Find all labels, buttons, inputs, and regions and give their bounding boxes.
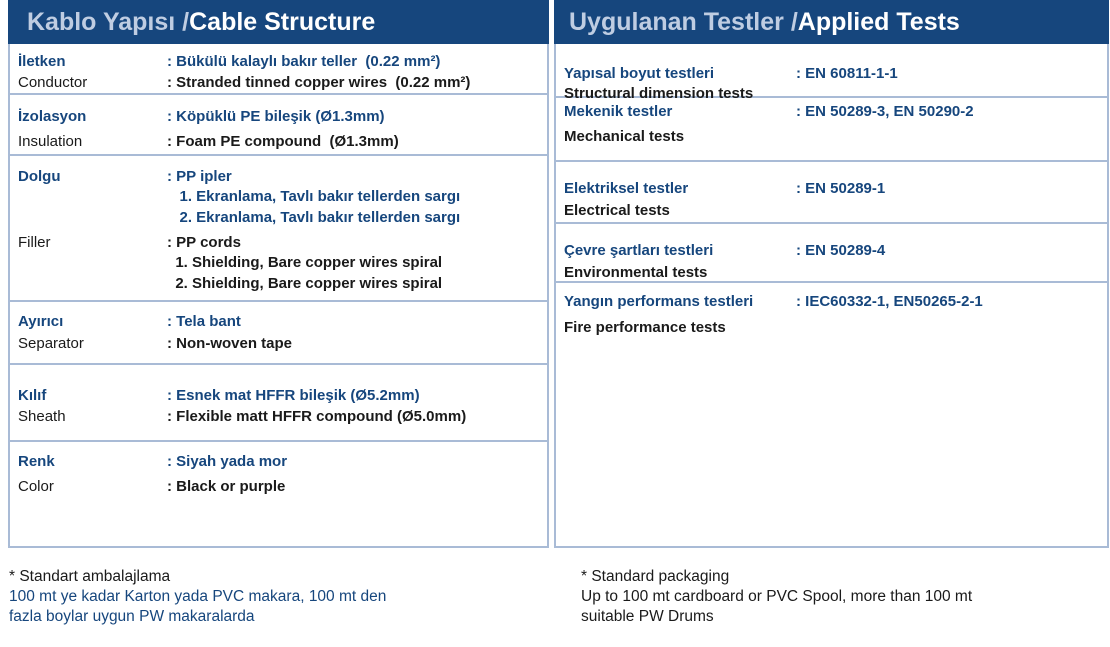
row-key: Separator bbox=[18, 335, 84, 352]
row-value: : EN 60811-1-1 bbox=[796, 65, 898, 82]
row-value: : Köpüklü PE bileşik (Ø1.3mm) bbox=[167, 108, 385, 125]
row-value: : Non-woven tape bbox=[167, 335, 293, 352]
structure-row-english bbox=[10, 254, 547, 274]
row-value: : Bükülü kalaylı bakır teller (0.22 mm²) bbox=[167, 53, 441, 70]
test-section bbox=[556, 98, 1107, 162]
structure-section bbox=[10, 365, 547, 442]
note-title: * Standard packaging bbox=[581, 568, 730, 585]
test-row-turkish bbox=[556, 242, 1107, 262]
row-value: 1. Ekranlama, Tavlı bakır tellerden sargı bbox=[167, 188, 461, 205]
cable-structure-panel bbox=[8, 0, 549, 548]
note-line: 100 mt ye kadar Karton yada PVC makara, 100 mt den bbox=[9, 588, 387, 605]
row-key: İzolasyon bbox=[18, 108, 87, 125]
applied-tests-panel bbox=[554, 0, 1109, 548]
row-value: : Flexible matt HFFR compound (Ø5.0mm) bbox=[167, 408, 467, 425]
structure-row-english bbox=[10, 133, 547, 153]
row-key: Structural dimension tests bbox=[564, 85, 754, 102]
row-value: : EN 50289-3, EN 50290-2 bbox=[796, 103, 974, 120]
row-key: İletken bbox=[18, 53, 66, 70]
test-section bbox=[556, 283, 1107, 484]
test-row-turkish bbox=[556, 65, 1107, 85]
row-key: Yangın performans testleri bbox=[564, 293, 754, 310]
row-key: Yapısal boyut testleri bbox=[564, 65, 715, 82]
cable-structure-header bbox=[8, 0, 549, 44]
header-english: Applied Tests bbox=[797, 7, 960, 36]
structure-row-english bbox=[10, 275, 547, 295]
row-key: Electrical tests bbox=[564, 202, 670, 219]
test-section bbox=[556, 44, 1107, 102]
row-value: : EN 50289-1 bbox=[796, 180, 886, 197]
header-turkish: Kablo Yapısı / bbox=[27, 7, 190, 36]
structure-row-turkish bbox=[10, 313, 547, 333]
row-value: : Foam PE compound (Ø1.3mm) bbox=[167, 133, 399, 150]
test-section bbox=[556, 162, 1107, 224]
structure-row-english bbox=[10, 234, 547, 254]
row-key: Çevre şartları testleri bbox=[564, 242, 714, 259]
structure-row-english bbox=[10, 478, 547, 498]
row-value: : PP cords bbox=[167, 234, 241, 251]
row-value: : IEC60332-1, EN50265-2-1 bbox=[796, 293, 983, 310]
structure-section bbox=[10, 44, 547, 95]
test-row-turkish bbox=[556, 293, 1107, 313]
test-row-english bbox=[556, 128, 1107, 148]
note-line: Up to 100 mt cardboard or PVC Spool, more than 100 mt bbox=[581, 588, 973, 605]
row-value: 1. Shielding, Bare copper wires spiral bbox=[167, 254, 443, 271]
row-value: : Siyah yada mor bbox=[167, 453, 288, 470]
structure-row-turkish bbox=[10, 108, 547, 128]
test-row-turkish bbox=[556, 180, 1107, 200]
row-key: Kılıf bbox=[18, 387, 47, 404]
note-title: * Standart ambalajlama bbox=[9, 568, 171, 585]
structure-row-turkish bbox=[10, 209, 547, 229]
row-value: : Tela bant bbox=[167, 313, 241, 330]
row-key: Ayırıcı bbox=[18, 313, 64, 330]
row-key: Fire performance tests bbox=[564, 319, 726, 336]
row-value: : Black or purple bbox=[167, 478, 286, 495]
row-key: Renk bbox=[18, 453, 55, 470]
structure-row-english bbox=[10, 408, 547, 428]
test-section bbox=[556, 224, 1107, 283]
structure-row-turkish bbox=[10, 53, 547, 73]
structure-row-turkish bbox=[10, 453, 547, 473]
structure-row-english bbox=[10, 74, 547, 94]
row-value: : EN 50289-4 bbox=[796, 242, 886, 259]
test-row-english bbox=[556, 319, 1107, 339]
row-key: Elektriksel testler bbox=[564, 180, 689, 197]
row-key: Mechanical tests bbox=[564, 128, 685, 145]
structure-section bbox=[10, 302, 547, 365]
note-line: suitable PW Drums bbox=[581, 608, 714, 625]
structure-row-turkish bbox=[10, 188, 547, 208]
structure-section bbox=[10, 442, 547, 500]
header-turkish: Uygulanan Testler / bbox=[569, 7, 798, 36]
row-key: Sheath bbox=[18, 408, 66, 425]
test-row-turkish bbox=[556, 103, 1107, 123]
row-value: : Stranded tinned copper wires (0.22 mm²) bbox=[167, 74, 471, 91]
row-key: Environmental tests bbox=[564, 264, 708, 281]
applied-tests-header bbox=[554, 0, 1109, 44]
header-english: Cable Structure bbox=[189, 7, 376, 36]
cable-structure-table bbox=[8, 44, 549, 548]
packaging-note-english bbox=[581, 567, 972, 627]
row-key: Color bbox=[18, 478, 54, 495]
row-value: 2. Shielding, Bare copper wires spiral bbox=[167, 275, 443, 292]
row-key: Filler bbox=[18, 234, 51, 251]
note-line: fazla boylar uygun PW makaralarda bbox=[9, 608, 255, 625]
row-key: Dolgu bbox=[18, 168, 61, 185]
row-value: : PP ipler bbox=[167, 168, 232, 185]
test-row-english bbox=[556, 202, 1107, 222]
row-value: : Esnek mat HFFR bileşik (Ø5.2mm) bbox=[167, 387, 420, 404]
test-row-english bbox=[556, 264, 1107, 284]
structure-row-turkish bbox=[10, 387, 547, 407]
packaging-note-turkish bbox=[9, 567, 386, 627]
row-key: Insulation bbox=[18, 133, 83, 150]
structure-row-turkish bbox=[10, 168, 547, 188]
structure-section bbox=[10, 95, 547, 156]
row-key: Mekenik testler bbox=[564, 103, 673, 120]
applied-tests-table bbox=[554, 44, 1109, 548]
row-key: Conductor bbox=[18, 74, 88, 91]
structure-row-english bbox=[10, 335, 547, 355]
row-value: 2. Ekranlama, Tavlı bakır tellerden sargı bbox=[167, 209, 461, 226]
structure-section bbox=[10, 156, 547, 302]
